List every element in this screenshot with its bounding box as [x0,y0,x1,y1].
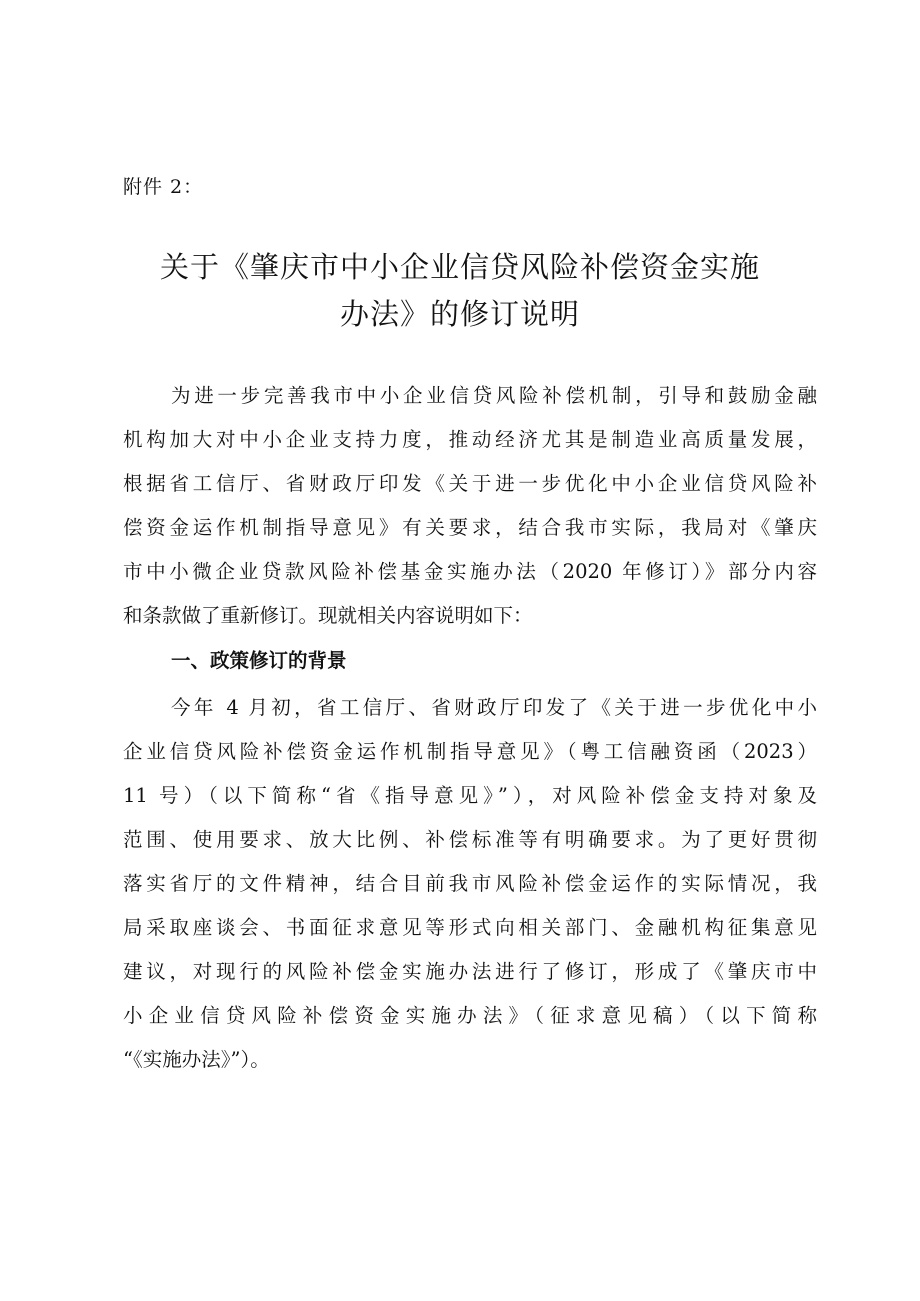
section-1-heading: 一、政策修订的背景 [171,649,347,672]
paragraph-line: “《实施办法》”）。 [123,1048,270,1071]
paragraph-line: 为进一步完善我市中小企业信贷风险补偿机制，引导和鼓励金融 [171,384,817,407]
document-title-line-1: 关于《肇庆市中小企业信贷风险补偿资金实施 [159,250,760,284]
paragraph-line: 11 号）（以下简称“省《指导意见》”），对风险补偿金支持对象及 [123,784,817,807]
attachment-label: 附件 2： [123,176,204,198]
paragraph-line: 局采取座谈会、书面征求意见等形式向相关部门、金融机构征集意见 [123,916,817,939]
paragraph-line: 建议，对现行的风险补偿金实施办法进行了修订，形成了《肇庆市中 [123,960,817,983]
paragraph-line: 偿资金运作机制指导意见》有关要求，结合我市实际，我局对《肇庆 [123,516,817,539]
document-title-line-2: 办法》的修订说明 [339,297,580,331]
paragraph-line: 小企业信贷风险补偿资金实施办法》（征求意见稿）（以下简称 [123,1004,817,1027]
paragraph-line: 企业信贷风险补偿资金运作机制指导意见》（粤工信融资函（2023） [123,740,817,763]
paragraph-line: 范围、使用要求、放大比例、补偿标准等有明确要求。为了更好贯彻 [123,828,817,851]
paragraph-line: 机构加大对中小企业支持力度，推动经济尤其是制造业高质量发展， [123,428,817,451]
paragraph-line: 根据省工信厅、省财政厅印发《关于进一步优化中小企业信贷风险补 [123,472,817,495]
paragraph-line: 和条款做了重新修订。现就相关内容说明如下： [123,604,533,627]
paragraph-line: 市中小微企业贷款风险补偿基金实施办法（2020 年修订）》部分内容 [123,560,817,583]
paragraph-line: 落实省厅的文件精神，结合目前我市风险补偿金运作的实际情况，我 [123,872,817,895]
paragraph-line: 今年 4 月初，省工信厅、省财政厅印发了《关于进一步优化中小 [171,696,817,719]
